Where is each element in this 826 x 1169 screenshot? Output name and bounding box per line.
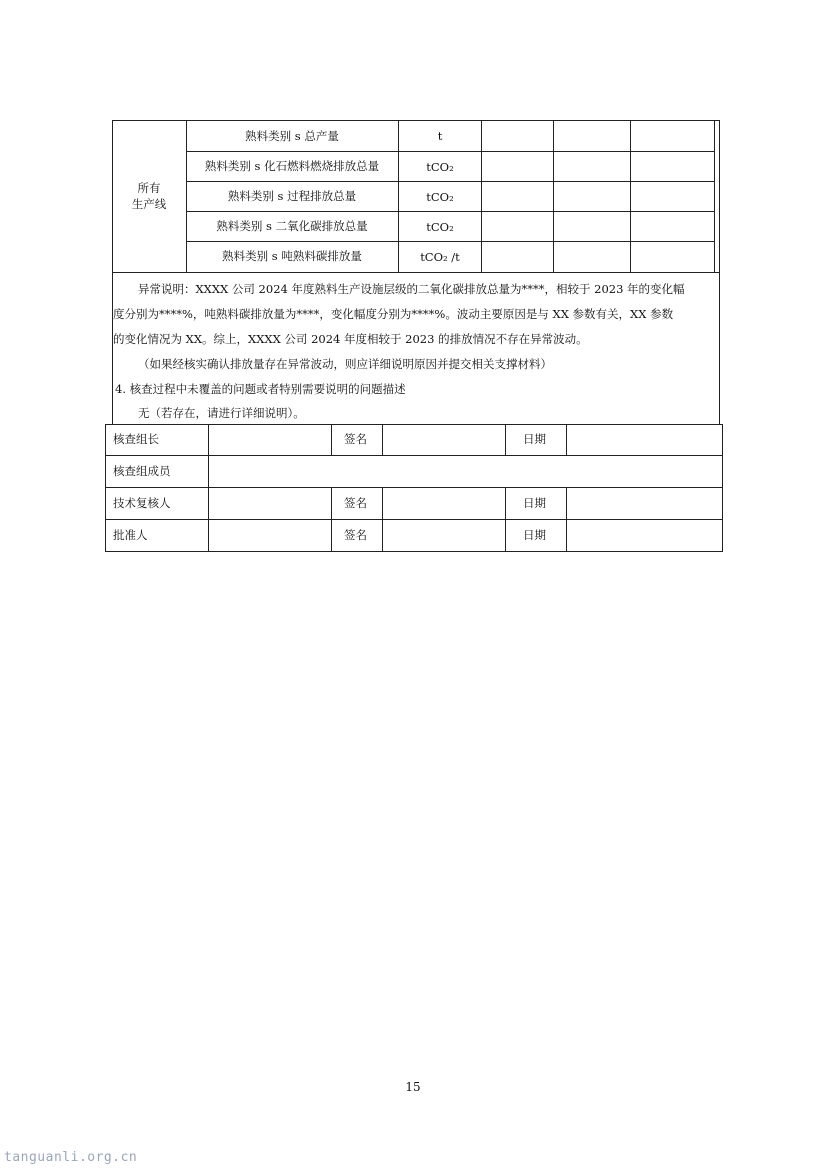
table-border-left xyxy=(112,120,113,272)
sign-divider xyxy=(208,424,209,552)
sign-label: 签名 xyxy=(344,528,367,542)
approver-label: 批准人 xyxy=(113,528,148,542)
site-watermark: tanguanli.org.cn xyxy=(4,1150,138,1165)
table-rule xyxy=(112,120,720,121)
section-heading: 4. 核查过程中未覆盖的问题或者特别需要说明的问题描述 xyxy=(115,382,406,396)
sign-rule xyxy=(105,551,722,552)
row-item: 熟料类别 s 化石燃料燃烧排放总量 xyxy=(204,159,380,173)
table-rule xyxy=(112,272,720,273)
row-unit: tCO₂ xyxy=(426,160,454,174)
section-body: 无（若存在，请进行详细说明）。 xyxy=(138,406,305,420)
sign-rule xyxy=(105,455,722,456)
sign-rule xyxy=(105,424,722,425)
sign-divider xyxy=(505,487,506,551)
table-rule xyxy=(186,211,715,212)
table-divider xyxy=(481,121,482,272)
sign-divider xyxy=(566,424,567,455)
row-unit: tCO₂ xyxy=(426,190,454,204)
members-label: 核查组成员 xyxy=(113,464,171,478)
row-item: 熟料类别 s 过程排放总量 xyxy=(227,189,357,203)
row-unit: tCO₂ /t xyxy=(420,250,460,264)
table-rule xyxy=(186,181,715,182)
anomaly-note-line: 度分别为****%，吨熟料碳排放量为****，变化幅度分别为****%。波动主要原因是与 XX 参数有关，XX 参数 xyxy=(113,307,674,321)
leader-label: 核查组长 xyxy=(113,432,159,446)
sign-label: 签名 xyxy=(344,432,367,446)
table-border-right xyxy=(719,120,720,272)
row-item: 熟料类别 s 总产量 xyxy=(245,129,339,143)
table-divider xyxy=(630,121,631,272)
sign-divider xyxy=(566,487,567,551)
anomaly-note-line: 异常说明：XXXX 公司 2024 年度熟料生产设施层级的二氧化碳排放总量为****，相较于 2023 年的变化幅 xyxy=(138,282,685,296)
row-unit: t xyxy=(437,129,443,143)
table-divider xyxy=(714,121,715,272)
group-label: 所有 xyxy=(137,181,161,195)
row-item: 熟料类别 s 二氧化碳排放总量 xyxy=(216,219,368,233)
table-rule xyxy=(186,151,715,152)
sign-divider xyxy=(382,487,383,551)
row-unit: tCO₂ xyxy=(426,220,454,234)
table-divider xyxy=(398,121,399,272)
sign-divider xyxy=(382,424,383,455)
anomaly-note-line: 的变化情况为 XX。综上，XXXX 公司 2024 年度相较于 2023 的排放情况不存在异常波动。 xyxy=(113,332,588,346)
date-label: 日期 xyxy=(523,432,546,446)
anomaly-instruction: （如果经核实确认排放量存在异常波动，则应详细说明原因并提交相关支撑材料） xyxy=(138,357,552,371)
sign-divider xyxy=(331,424,332,455)
date-label: 日期 xyxy=(523,528,546,542)
sign-label: 签名 xyxy=(344,496,367,510)
table-divider xyxy=(186,121,187,272)
row-item: 熟料类别 s 吨熟料碳排放量 xyxy=(222,249,362,263)
sign-divider xyxy=(331,487,332,551)
page-number: 15 xyxy=(405,1080,421,1094)
sign-rule xyxy=(105,487,722,488)
sign-border-left xyxy=(105,424,106,552)
sign-border-right xyxy=(722,424,723,552)
sign-rule xyxy=(105,519,722,520)
reviewer-label: 技术复核人 xyxy=(113,496,171,510)
date-label: 日期 xyxy=(523,496,546,510)
group-label: 生产线 xyxy=(131,197,167,211)
table-divider xyxy=(553,121,554,272)
sign-divider xyxy=(505,424,506,455)
table-rule xyxy=(186,241,715,242)
